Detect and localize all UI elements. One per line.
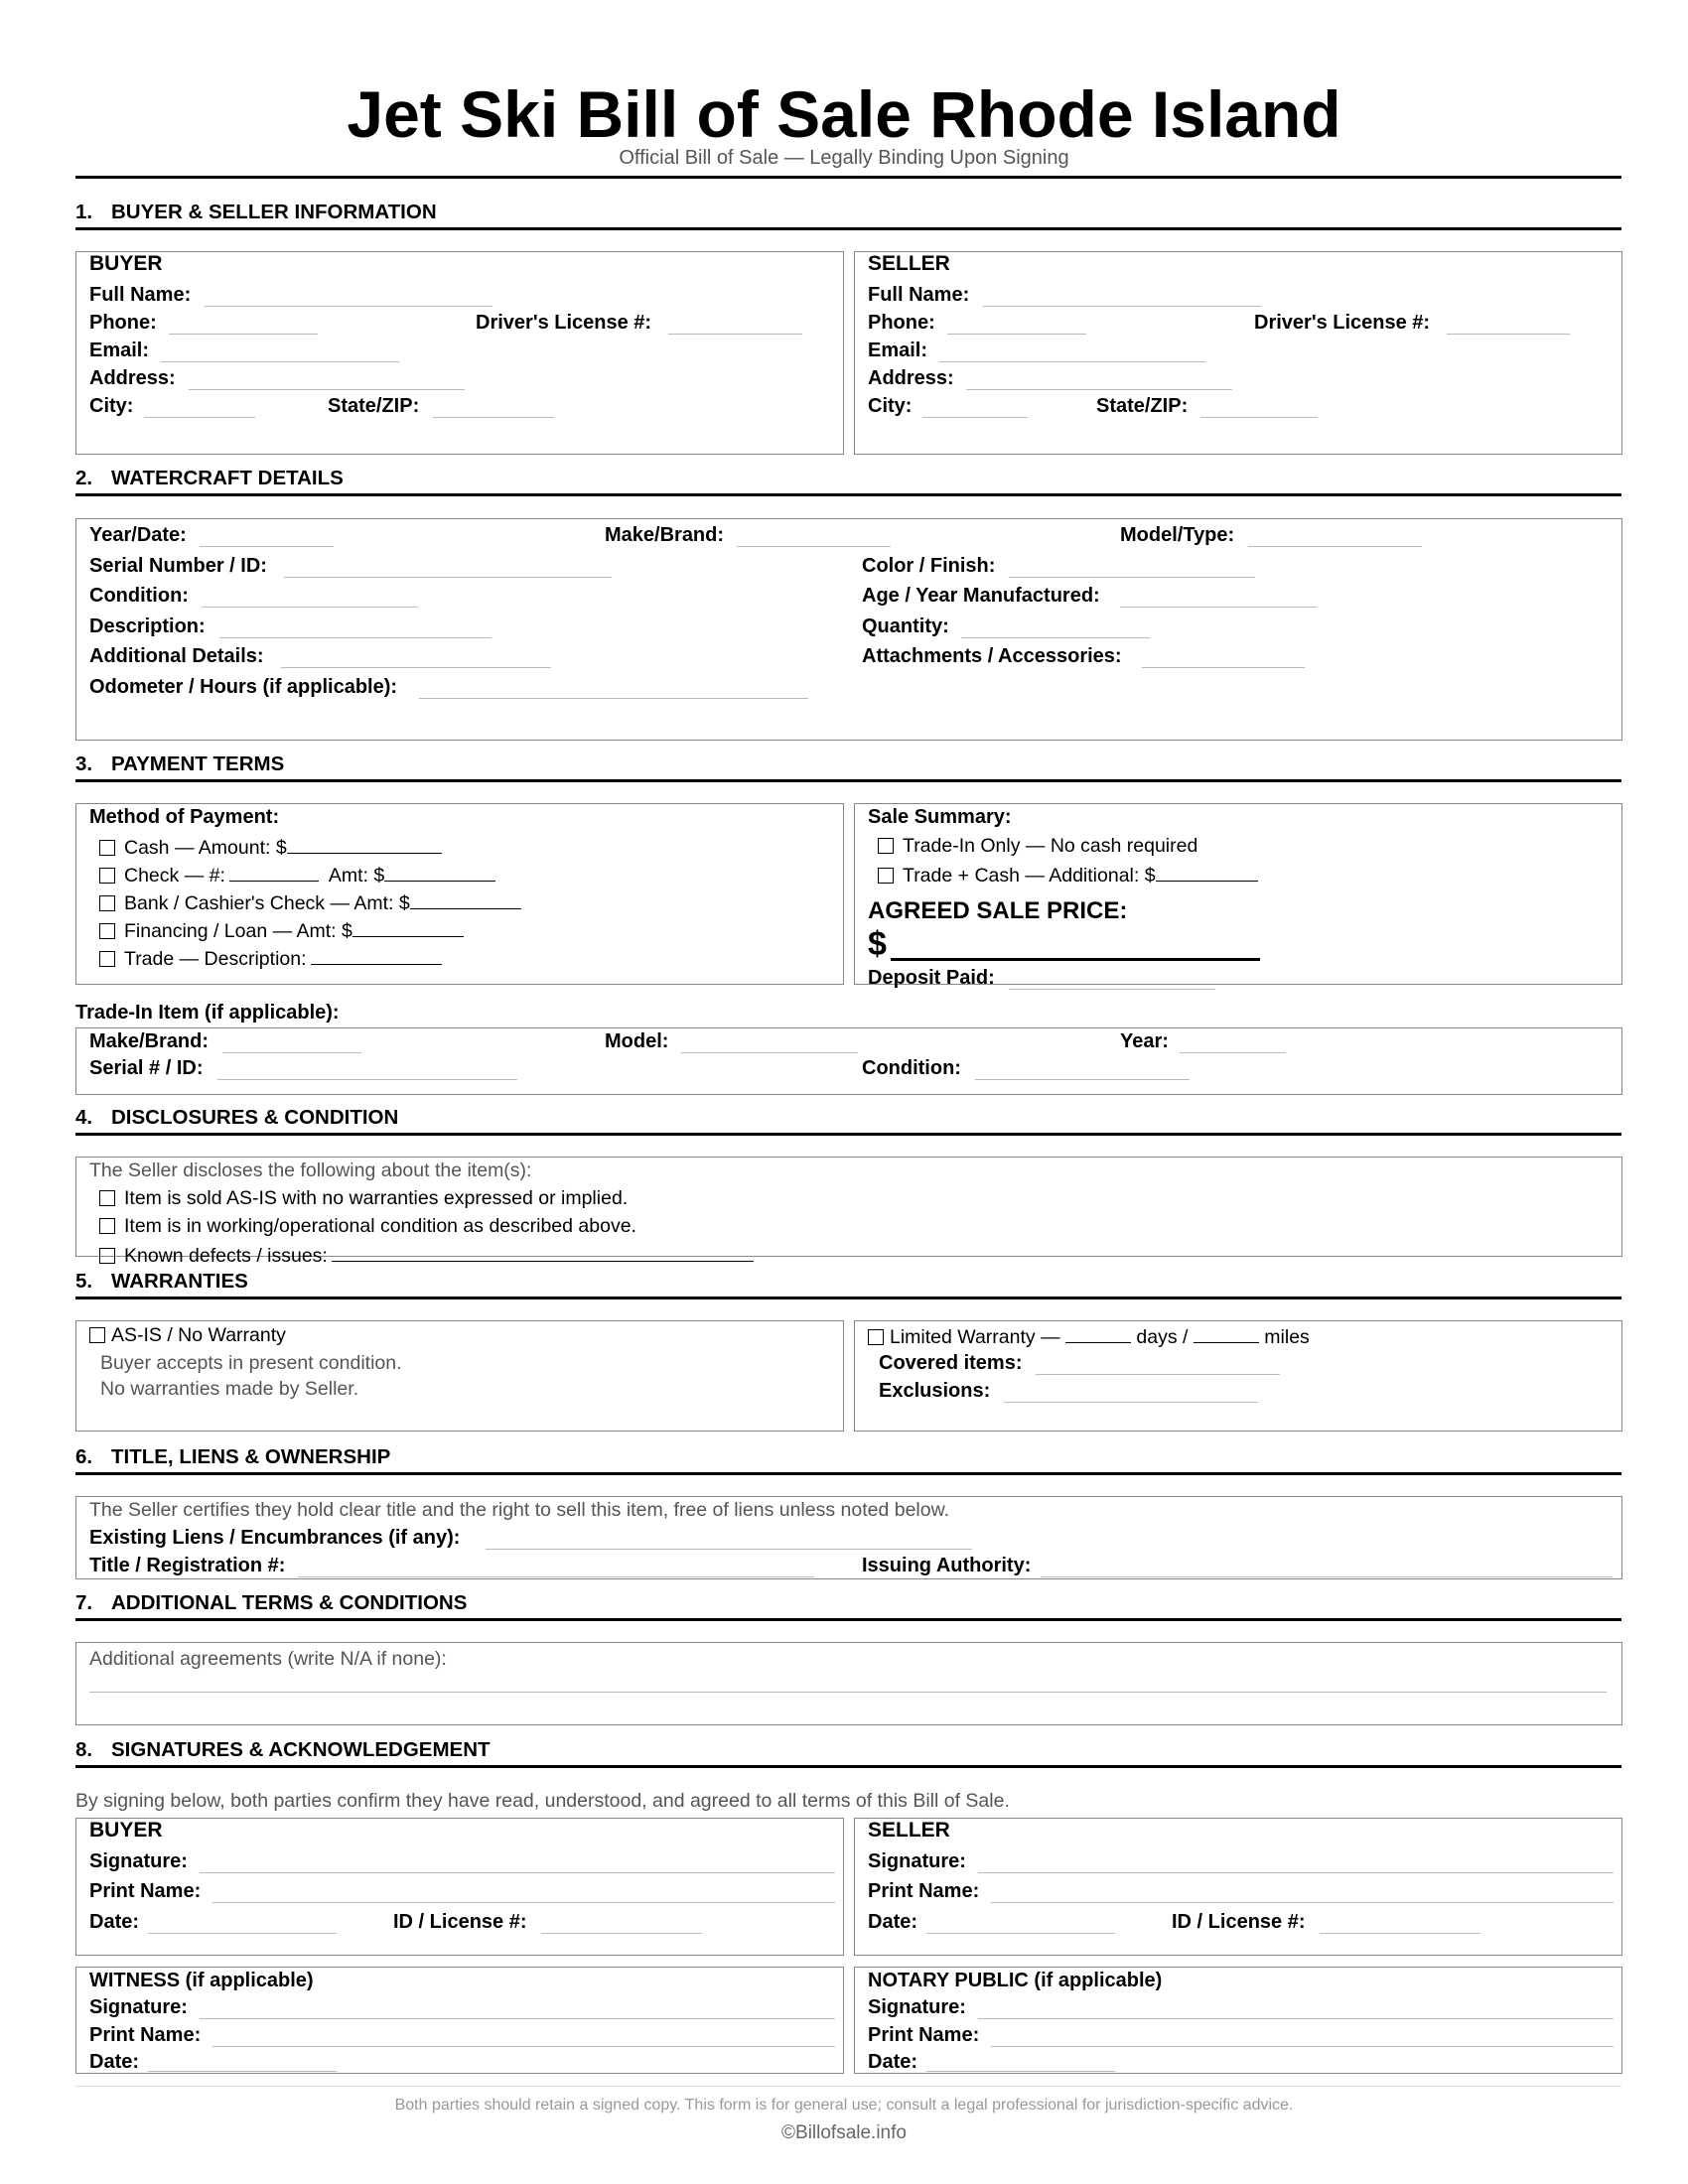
deposit-paid-field[interactable] <box>1009 989 1215 990</box>
buyer-address-label: Address: <box>89 367 176 389</box>
seller-full-name-label: Full Name: <box>868 284 970 306</box>
trade-in-only-option[interactable]: Trade-In Only — No cash required <box>878 835 1197 858</box>
liens-field[interactable] <box>486 1549 972 1550</box>
footer-note: Both parties should retain a signed copy. This form is for general use; consult a legal professional for jurisdiction-specific advice. <box>394 2097 1294 2114</box>
seller-city-label: City: <box>868 395 913 417</box>
covered-items-field[interactable] <box>1036 1374 1280 1375</box>
seller-address-label: Address: <box>868 367 954 389</box>
page-subtitle: Official Bill of Sale — Legally Binding Upon Signing <box>619 147 1069 169</box>
buyer-id-field[interactable] <box>541 1933 702 1934</box>
checkbox[interactable] <box>99 951 115 967</box>
witness-date-field[interactable] <box>148 2071 337 2072</box>
buyer-id-label: ID / License #: <box>393 1911 527 1933</box>
model-field[interactable] <box>1248 546 1422 547</box>
seller-address-field[interactable] <box>966 389 1232 390</box>
buyer-phone-field[interactable] <box>169 334 318 335</box>
as-is-note: Buyer accepts in present condition. <box>100 1352 402 1374</box>
attachments-field[interactable] <box>1142 667 1305 668</box>
additional-terms-field[interactable] <box>89 1692 1607 1693</box>
buyer-city-label: City: <box>89 395 134 417</box>
as-is-note: No warranties made by Seller. <box>100 1378 359 1400</box>
divider <box>75 493 1621 496</box>
serial-field[interactable] <box>284 577 612 578</box>
checkbox[interactable] <box>99 895 115 911</box>
divider <box>75 1618 1621 1621</box>
seller-print-name-label: Print Name: <box>868 1880 980 1902</box>
odometer-label: Odometer / Hours (if applicable): <box>89 676 398 698</box>
section-heading: 1. BUYER & SELLER INFORMATION <box>75 201 437 223</box>
cash-option[interactable]: Cash — Amount: $ <box>99 835 442 860</box>
trade-in-make-field[interactable] <box>222 1052 361 1053</box>
page-title: Jet Ski Bill of Sale Rhode Island <box>347 77 1341 151</box>
checkbox[interactable] <box>878 838 894 854</box>
witness-print-name-field[interactable] <box>212 2046 835 2047</box>
buyer-print-name-field[interactable] <box>212 1902 835 1903</box>
buyer-state-zip-field[interactable] <box>433 417 554 418</box>
condition-field[interactable] <box>202 607 418 608</box>
buyer-signature-field[interactable] <box>200 1872 835 1873</box>
check-option[interactable]: Check — #: Amt: $ <box>99 863 495 887</box>
make-field[interactable] <box>737 546 891 547</box>
seller-license-label: Driver's License #: <box>1254 312 1431 334</box>
seller-city-field[interactable] <box>922 417 1028 418</box>
seller-print-name-field[interactable] <box>991 1902 1614 1903</box>
trade-plus-cash-option[interactable]: Trade + Cash — Additional: $ <box>878 863 1258 887</box>
checkbox[interactable] <box>99 840 115 856</box>
exclusions-field[interactable] <box>1004 1402 1258 1403</box>
notary-signature-field[interactable] <box>978 2018 1614 2019</box>
buyer-sign-heading: BUYER <box>89 1819 163 1842</box>
issuing-authority-label: Issuing Authority: <box>862 1555 1032 1576</box>
buyer-email-label: Email: <box>89 340 150 361</box>
as-is-warranty-option[interactable]: AS-IS / No Warranty <box>89 1324 286 1347</box>
section-heading: 8. SIGNATURES & ACKNOWLEDGEMENT <box>75 1738 491 1761</box>
deposit-paid-label: Deposit Paid: <box>868 967 995 989</box>
buyer-date-field[interactable] <box>148 1933 337 1934</box>
seller-state-zip-field[interactable] <box>1200 417 1318 418</box>
buyer-license-label: Driver's License #: <box>476 312 652 334</box>
trade-in-serial-label: Serial # / ID: <box>89 1057 204 1079</box>
buyer-address-field[interactable] <box>189 389 465 390</box>
divider <box>75 1765 1621 1768</box>
buyer-info-box <box>75 251 844 455</box>
registration-field[interactable] <box>298 1576 814 1577</box>
odometer-field[interactable] <box>419 698 808 699</box>
trade-in-heading: Trade-In Item (if applicable): <box>75 1002 340 1024</box>
watercraft-box <box>75 518 1622 741</box>
witness-date-label: Date: <box>89 2051 140 2073</box>
buyer-city-field[interactable] <box>144 417 255 418</box>
trade-in-condition-field[interactable] <box>975 1079 1190 1080</box>
notary-print-name-label: Print Name: <box>868 2024 980 2046</box>
buyer-email-field[interactable] <box>161 361 399 362</box>
disclosures-intro: The Seller discloses the following about the item(s): <box>89 1160 532 1181</box>
section-heading: 3. PAYMENT TERMS <box>75 752 285 775</box>
additional-terms-prompt: Additional agreements (write N/A if none): <box>89 1648 447 1670</box>
seller-phone-field[interactable] <box>947 334 1086 335</box>
buyer-state-zip-label: State/ZIP: <box>328 395 420 417</box>
section-heading: 2. WATERCRAFT DETAILS <box>75 467 344 489</box>
dollar-sign: $ <box>868 925 887 963</box>
age-field[interactable] <box>1120 607 1317 608</box>
checkbox[interactable] <box>99 1190 115 1206</box>
buyer-phone-label: Phone: <box>89 312 157 334</box>
seller-email-label: Email: <box>868 340 928 361</box>
seller-id-field[interactable] <box>1320 1933 1480 1934</box>
additional-details-field[interactable] <box>281 667 551 668</box>
color-field[interactable] <box>1009 577 1255 578</box>
divider <box>75 176 1621 179</box>
checkbox[interactable] <box>99 1248 115 1264</box>
signatures-intro: By signing below, both parties confirm they have read, understood, and agreed to all terms of this Bill of Sale. <box>75 1790 1010 1812</box>
liens-label: Existing Liens / Encumbrances (if any): <box>89 1527 461 1549</box>
trade-in-year-field[interactable] <box>1180 1052 1286 1053</box>
age-label: Age / Year Manufactured: <box>862 585 1100 607</box>
trade-in-model-label: Model: <box>605 1030 669 1052</box>
seller-signature-label: Signature: <box>868 1850 966 1872</box>
quantity-label: Quantity: <box>862 615 949 637</box>
make-label: Make/Brand: <box>605 524 725 546</box>
year-label: Year/Date: <box>89 524 187 546</box>
year-field[interactable] <box>200 546 334 547</box>
notary-date-field[interactable] <box>926 2071 1115 2072</box>
seller-sign-heading: SELLER <box>868 1819 950 1842</box>
issuing-authority-field[interactable] <box>1041 1576 1613 1577</box>
seller-email-field[interactable] <box>939 361 1205 362</box>
seller-signature-field[interactable] <box>978 1872 1614 1873</box>
notary-signature-label: Signature: <box>868 1996 966 2018</box>
agreed-sale-price-label: AGREED SALE PRICE: <box>868 897 1128 924</box>
seller-date-label: Date: <box>868 1911 918 1933</box>
witness-heading: WITNESS (if applicable) <box>89 1970 314 1991</box>
as-is-disclosure[interactable]: Item is sold AS-IS with no warranties expressed or implied. <box>99 1187 628 1210</box>
witness-signature-label: Signature: <box>89 1996 188 2018</box>
witness-signature-field[interactable] <box>200 2018 835 2019</box>
payment-method-heading: Method of Payment: <box>89 806 280 828</box>
buyer-signature-label: Signature: <box>89 1850 188 1872</box>
color-label: Color / Finish: <box>862 555 996 577</box>
bank-check-option[interactable]: Bank / Cashier's Check — Amt: $ <box>99 890 521 915</box>
seller-info-box <box>854 251 1622 455</box>
trade-option[interactable]: Trade — Description: <box>99 946 442 971</box>
divider <box>75 1472 1621 1475</box>
trade-in-model-field[interactable] <box>681 1052 858 1053</box>
serial-label: Serial Number / ID: <box>89 555 267 577</box>
seller-id-label: ID / License #: <box>1172 1911 1306 1933</box>
additional-details-label: Additional Details: <box>89 645 264 667</box>
footer-divider <box>75 2086 1621 2087</box>
divider <box>75 779 1621 782</box>
title-liens-intro: The Seller certifies they hold clear title and the right to sell this item, free of liens unless noted below. <box>89 1499 950 1521</box>
checkbox[interactable] <box>868 1329 884 1345</box>
trade-in-year-label: Year: <box>1120 1030 1169 1052</box>
condition-label: Condition: <box>89 585 189 607</box>
description-field[interactable] <box>219 637 492 638</box>
financing-option[interactable]: Financing / Loan — Amt: $ <box>99 918 464 943</box>
buyer-full-name-label: Full Name: <box>89 284 192 306</box>
notary-print-name-field[interactable] <box>991 2046 1614 2047</box>
attachments-label: Attachments / Accessories: <box>862 645 1122 667</box>
witness-print-name-label: Print Name: <box>89 2024 202 2046</box>
divider <box>75 1297 1621 1299</box>
section-heading: 4. DISCLOSURES & CONDITION <box>75 1106 399 1129</box>
sale-summary-heading: Sale Summary: <box>868 806 1012 828</box>
seller-heading: SELLER <box>868 252 950 275</box>
divider <box>75 227 1621 230</box>
notary-date-label: Date: <box>868 2051 918 2073</box>
section-heading: 5. WARRANTIES <box>75 1270 248 1293</box>
known-defects-disclosure[interactable]: Known defects / issues: <box>99 1243 754 1268</box>
buyer-full-name-field[interactable] <box>205 306 492 307</box>
buyer-print-name-label: Print Name: <box>89 1880 202 1902</box>
trade-in-condition-label: Condition: <box>862 1057 961 1079</box>
buyer-heading: BUYER <box>89 252 163 275</box>
limited-warranty-option[interactable]: Limited Warranty — days / miles <box>868 1324 1310 1349</box>
seller-full-name-field[interactable] <box>983 306 1261 307</box>
footer-copyright: ©Billofsale.info <box>781 2122 907 2143</box>
section-heading: 6. TITLE, LIENS & OWNERSHIP <box>75 1445 391 1468</box>
seller-license-field[interactable] <box>1447 334 1570 335</box>
buyer-license-field[interactable] <box>668 334 802 335</box>
description-label: Description: <box>89 615 206 637</box>
seller-date-field[interactable] <box>926 1933 1115 1934</box>
seller-state-zip-label: State/ZIP: <box>1096 395 1189 417</box>
checkbox[interactable] <box>99 1218 115 1234</box>
model-label: Model/Type: <box>1120 524 1235 546</box>
buyer-date-label: Date: <box>89 1911 140 1933</box>
checkbox[interactable] <box>99 923 115 939</box>
divider <box>75 1133 1621 1136</box>
checkbox[interactable] <box>878 868 894 884</box>
checkbox[interactable] <box>89 1327 105 1343</box>
section-heading: 7. ADDITIONAL TERMS & CONDITIONS <box>75 1591 468 1614</box>
working-condition-disclosure[interactable]: Item is in working/operational condition as described above. <box>99 1215 636 1238</box>
trade-in-box <box>75 1027 1622 1095</box>
quantity-field[interactable] <box>961 637 1150 638</box>
checkbox[interactable] <box>99 868 115 884</box>
registration-label: Title / Registration #: <box>89 1555 286 1576</box>
agreed-sale-price-field[interactable] <box>891 958 1260 961</box>
covered-items-label: Covered items: <box>879 1352 1023 1374</box>
trade-in-make-label: Make/Brand: <box>89 1030 210 1052</box>
exclusions-label: Exclusions: <box>879 1380 991 1402</box>
trade-in-serial-field[interactable] <box>217 1079 517 1080</box>
notary-heading: NOTARY PUBLIC (if applicable) <box>868 1970 1163 1991</box>
seller-phone-label: Phone: <box>868 312 935 334</box>
